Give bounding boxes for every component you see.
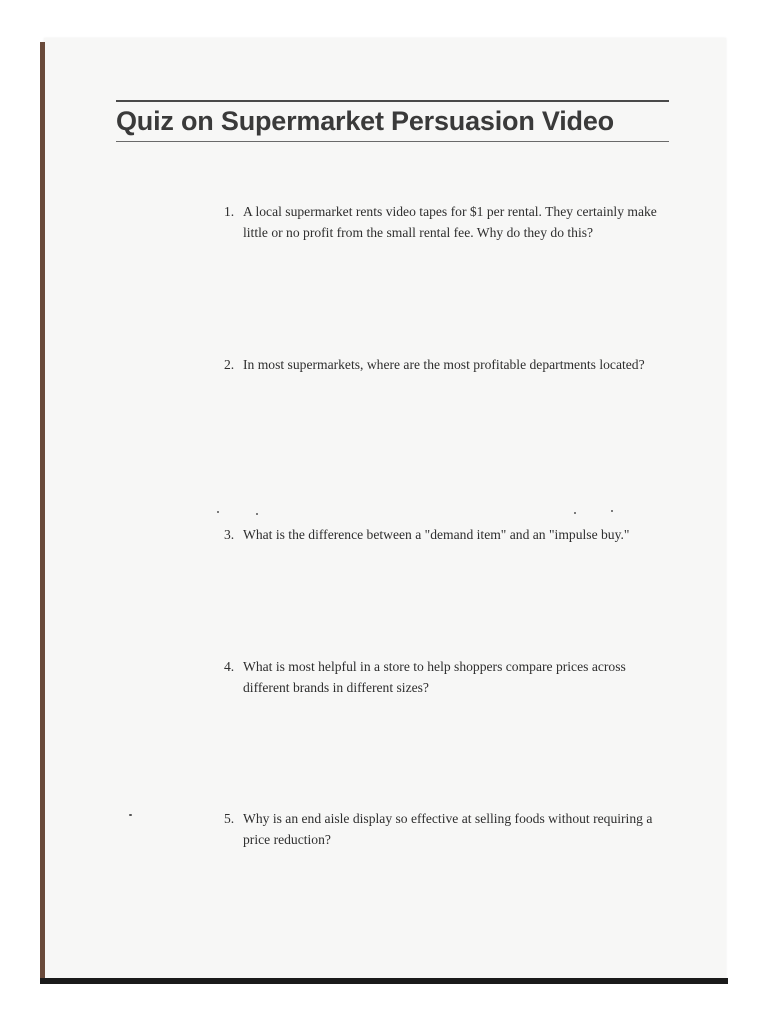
- question-5-number: 5.: [224, 811, 235, 826]
- question-3-text: What is the difference between a "demand item" and an "impulse buy.": [243, 527, 630, 542]
- question-4-text: What is most helpful in a store to help shoppers compare prices across different brands in different sizes?: [243, 659, 626, 695]
- question-2-number: 2.: [224, 357, 235, 372]
- question-1: [224, 201, 674, 243]
- page-title: Quiz on Supermarket Persuasion Video: [116, 106, 614, 136]
- question-2: [224, 354, 674, 375]
- question-4-number: 4.: [224, 659, 235, 674]
- page-left-edge: [40, 42, 45, 984]
- question-3-number: 3.: [224, 527, 235, 542]
- question-1-number: 1.: [224, 204, 235, 219]
- scan-speck: [611, 510, 613, 512]
- question-2-text: In most supermarkets, where are the most profitable departments located?: [243, 357, 645, 372]
- question-3: [224, 524, 674, 545]
- scan-speck: [217, 511, 219, 513]
- scan-speck: [129, 814, 132, 816]
- scan-speck: [574, 512, 576, 514]
- question-5: [224, 808, 674, 850]
- page-bottom-edge: [40, 978, 728, 984]
- question-5-text: Why is an end aisle display so effective at selling foods without requiring a price reduction?: [243, 811, 653, 847]
- title-rule-bottom: [116, 141, 669, 142]
- title-rule-top: [116, 100, 669, 102]
- question-1-text: A local supermarket rents video tapes for $1 per rental. They certainly make little or no profit from the small rental fee. Why do they do this?: [243, 204, 657, 240]
- question-4: [224, 656, 674, 698]
- scan-speck: [256, 513, 258, 515]
